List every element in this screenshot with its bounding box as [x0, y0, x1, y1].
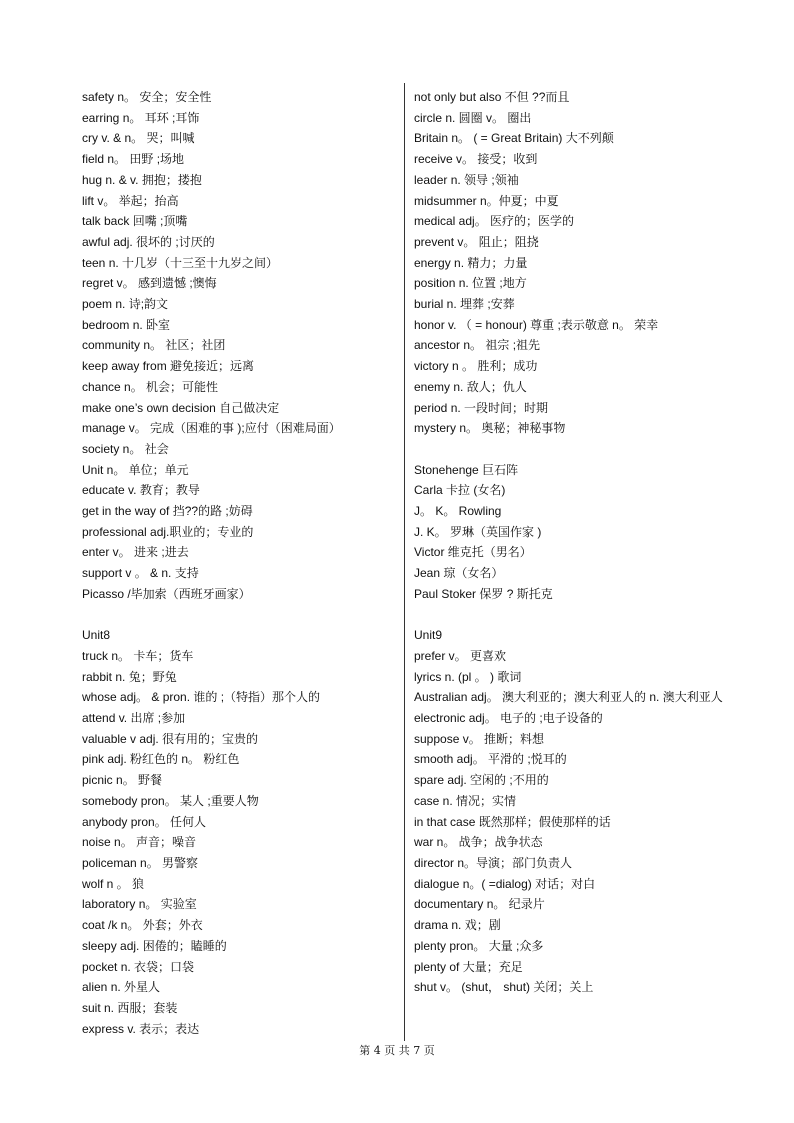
vocab-entry: picnic n。 野餐	[82, 773, 163, 788]
vocab-entry: lift v。 举起；抬高	[82, 193, 179, 208]
blank-line	[414, 605, 724, 626]
vocab-entry: pocket n. 衣袋；口袋	[82, 959, 195, 974]
vocab-entry: anybody pron。 任何人	[82, 814, 207, 829]
vocab-entry: coat /k n。 外套；外衣	[82, 918, 203, 933]
vocab-entry: Paul Stoker 保罗 ? 斯托克	[414, 586, 553, 601]
vocab-entry: pink adj. 粉红色的 n。 粉红色	[82, 752, 240, 767]
vocab-entry: leader n. 领导 ;领袖	[414, 172, 519, 187]
page-footer: 第 4 页 共 7 页	[359, 1044, 435, 1057]
vocab-entry: plenty of 大量；充足	[414, 959, 523, 974]
vocab-entry: hug n. & v. 拥抱；搂抱	[82, 172, 202, 187]
vocab-entry: energy n. 精力；力量	[414, 255, 528, 270]
vocab-entry: plenty pron。 大量 ;众多	[414, 938, 544, 953]
blank-line	[414, 439, 724, 460]
vocab-entry: victory n 。 胜利；成功	[414, 359, 538, 374]
vocab-entry: prefer v。 更喜欢	[414, 648, 507, 663]
vocab-entry: talk back 回嘴 ;顶嘴	[82, 214, 188, 229]
vocab-entry: keep away from 避免接近；远离	[82, 359, 255, 374]
blank-line	[82, 605, 392, 626]
vocab-entry: smooth adj。 平滑的 ;悦耳的	[414, 752, 567, 767]
vocab-entry: Carla 卡拉 (女名)	[414, 483, 506, 498]
vocab-entry: lyrics n. (pl 。 ) 歌词	[414, 669, 522, 684]
vocab-entry: mystery n。 奥秘；神秘事物	[414, 421, 566, 436]
vocab-entry: community n。 社区；社团	[82, 338, 226, 353]
vocab-entry: midsummer n。仲夏；中夏	[414, 193, 559, 208]
vocab-entry: burial n. 埋葬 ;安葬	[414, 297, 515, 312]
vocab-entry: spare adj. 空闲的 ;不用的	[414, 773, 549, 788]
vocab-entry: shut v。 (shut， shut) 关闭；关上	[414, 980, 594, 995]
vocab-entry: sleepy adj. 困倦的；瞌睡的	[82, 938, 227, 953]
vocab-entry: poem n. 诗;韵文	[82, 297, 169, 312]
vocab-entry: rabbit n. 兔；野兔	[82, 669, 177, 684]
vocab-entry: position n. 位置 ;地方	[414, 276, 527, 291]
vocab-entry: society n。 社会	[82, 441, 169, 456]
vocab-entry: whose adj。 & pron. 谁的 ;（特指）那个人的	[82, 690, 321, 705]
vocab-entry: support v 。 & n. 支持	[82, 566, 199, 581]
vocab-entry: enemy n. 敌人；仇人	[414, 379, 527, 394]
vocab-entry: somebody pron。 某人 ;重要人物	[82, 793, 259, 808]
vocab-entry: laboratory n。 实验室	[82, 897, 197, 912]
vocab-entry: policeman n。 男警察	[82, 856, 199, 870]
vocab-entry: in that case 既然那样；假使那样的话	[414, 814, 611, 829]
vocab-entry: dialogue n。( =dialog) 对话；对白	[414, 876, 596, 891]
vocab-entry: cry v. & n。 哭；叫喊	[82, 131, 195, 146]
vocab-entry: Jean 琼（女名）	[414, 566, 504, 581]
vocab-entry: bedroom n. 卧室	[82, 317, 171, 332]
vocab-entry: ancestor n。 祖宗 ;祖先	[414, 338, 541, 353]
vocab-entry: truck n。 卡车；货车	[82, 648, 194, 663]
vocab-entry: teen n. 十几岁（十三至十九岁之间）	[82, 255, 279, 270]
vocab-entry: Stonehenge 巨石阵	[414, 462, 519, 477]
unit-heading: Unit9	[414, 628, 443, 643]
vocab-entry: express v. 表示；表达	[82, 1021, 200, 1036]
vocab-entry: noise n。 声音；噪音	[82, 835, 197, 850]
vocab-entry: war n。 战争；战争状态	[414, 835, 543, 850]
vocab-entry: not only but also 不但 ??而且	[414, 90, 570, 104]
unit-heading: Unit8	[82, 628, 111, 643]
vocab-entry: honor v. （ = honour) 尊重 ;表示敬意 n。 荣幸	[414, 317, 659, 332]
vocab-entry: Picasso /毕加索（西班牙画家）	[82, 586, 251, 601]
vocab-entry: receive v。 接受；收到	[414, 152, 538, 167]
right-column	[414, 87, 724, 998]
vocab-entry: regret v。 感到遗憾 ;懊悔	[82, 276, 217, 291]
vocab-entry: Unit n。 单位；单元	[82, 462, 189, 477]
vocab-entry: alien n. 外星人	[82, 980, 161, 995]
vocab-entry: director n。导演；部门负责人	[414, 855, 573, 870]
vocab-entry: Australian adj。 澳大利亚的；澳大利亚人的 n. 澳大利亚人	[414, 690, 723, 705]
vocab-entry: awful adj. 很坏的 ;讨厌的	[82, 234, 215, 249]
vocab-entry: educate v. 教育；教导	[82, 483, 200, 498]
vocab-entry: wolf n 。 狼	[82, 876, 145, 891]
vocab-entry: electronic adj。 电子的 ;电子设备的	[414, 711, 603, 726]
vocab-entry: safety n。 安全；安全性	[82, 90, 212, 104]
vocab-entry: case n. 情况；实情	[414, 793, 517, 808]
vocab-entry: manage v。 完成（困难的事 );应付（困难局面）	[82, 421, 341, 436]
left-column	[82, 87, 392, 1039]
vocab-entry: prevent v。 阻止；阻挠	[414, 234, 539, 249]
vocab-entry: enter v。 进来 ;进去	[82, 545, 189, 560]
vocab-entry: documentary n。 纪录片	[414, 897, 545, 912]
vocab-entry: get in the way of 挡??的路 ;妨碍	[82, 504, 253, 519]
vocab-entry: make one’s own decision 自己做决定	[82, 400, 280, 415]
vocab-entry: suit n. 西服；套装	[82, 1000, 178, 1015]
vocab-entry: earring n。 耳环 ;耳饰	[82, 110, 200, 125]
vocab-entry: medical adj。 医疗的；医学的	[414, 214, 575, 229]
column-divider	[404, 83, 405, 1041]
vocab-entry: Victor 维克托（男名）	[414, 545, 532, 560]
vocab-entry: Britain n。 ( = Great Britain) 大不列颠	[414, 131, 614, 146]
vocab-entry: valuable v adj. 很有用的；宝贵的	[82, 731, 259, 746]
vocab-entry: attend v. 出席 ;参加	[82, 711, 186, 726]
vocab-entry: drama n. 戏；剧	[414, 918, 501, 933]
vocab-entry: period n. 一段时间；时期	[414, 400, 549, 415]
vocab-entry: professional adj.职业的；专业的	[82, 524, 254, 539]
vocab-entry: field n。 田野 ;场地	[82, 152, 185, 167]
vocab-entry: J. K。 罗琳（英国作家 )	[414, 524, 542, 539]
vocab-entry: chance n。 机会；可能性	[82, 379, 219, 394]
vocab-entry: suppose v。 推断；料想	[414, 731, 545, 746]
vocab-entry: circle n. 圆圈 v。 圈出	[414, 110, 532, 125]
vocab-entry: J。 K。 Rowling	[414, 504, 502, 519]
